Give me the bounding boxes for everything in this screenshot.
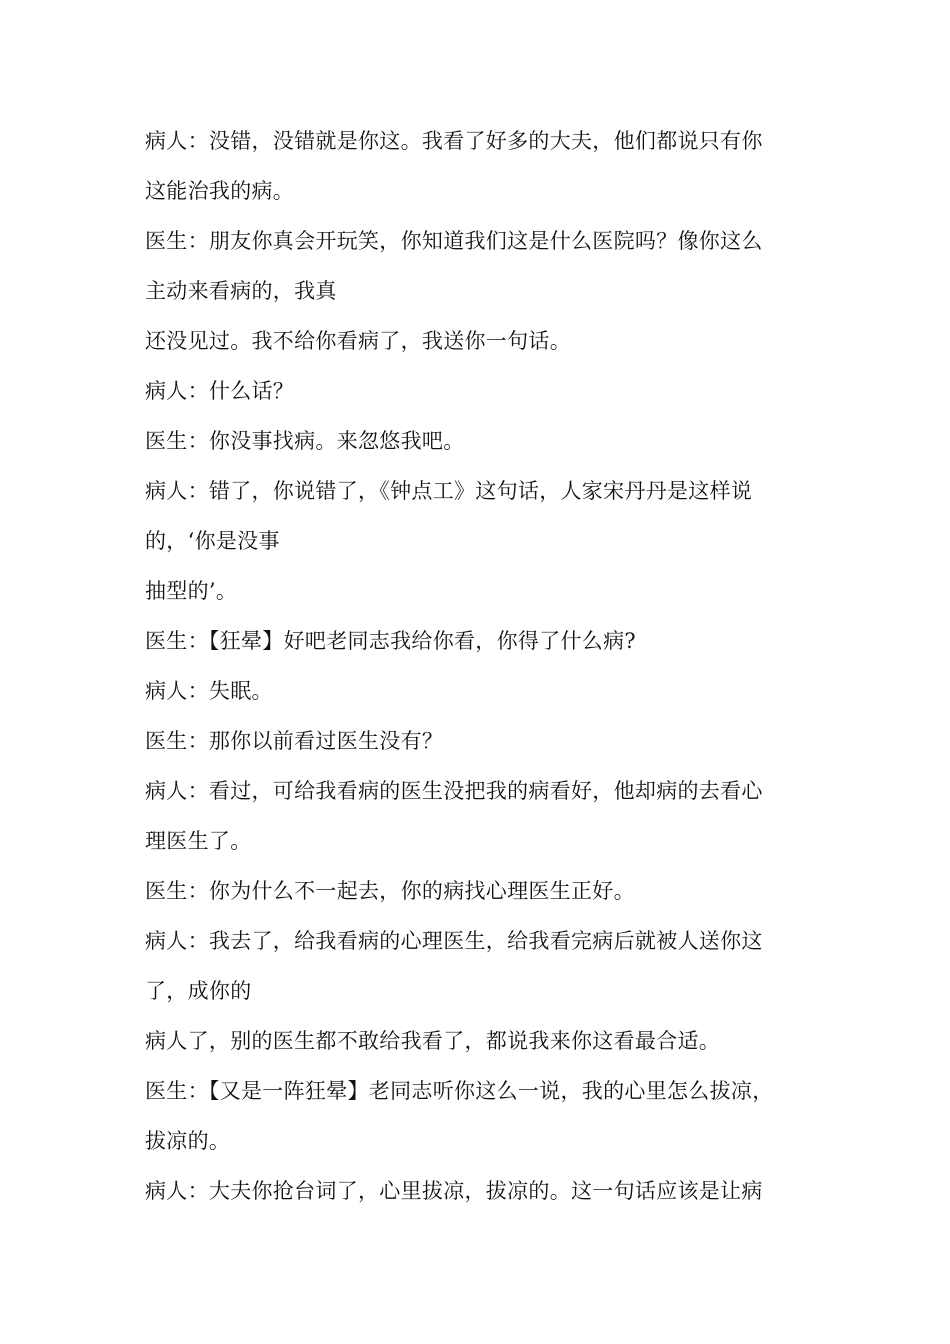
text-line: 医生：那你以前看过医生没有？ — [145, 729, 444, 753]
text-line: 主动来看病的，我真 — [145, 279, 337, 303]
text-line: 病人：什么话？ — [145, 379, 295, 403]
text-line: 医生：你没事找病。来忽悠我吧。 — [145, 429, 465, 453]
text-line: 病人：我去了，给我看病的心理医生，给我看完病后就被人送你这 — [145, 929, 763, 953]
text-line: 的，‘你是没事 — [145, 529, 280, 553]
text-line: 病人了，别的医生都不敢给我看了，都说我来你这看最合适。 — [145, 1029, 721, 1053]
text-line: 抽型的’。 — [145, 579, 238, 603]
text-line: 医生：【又是一阵狂晕】老同志听你这么一说，我的心里怎么拔凉， — [145, 1079, 774, 1103]
text-line: 这能治我的病。 — [145, 179, 295, 203]
text-line: 病人：错了，你说错了，《钟点工》这句话，人家宋丹丹是这样说 — [145, 479, 753, 503]
text-line: 拔凉的。 — [145, 1129, 231, 1153]
text-line: 医生：你为什么不一起去，你的病找心理医生正好。 — [145, 879, 635, 903]
text-line: 医生：朋友你真会开玩笑，你知道我们这是什么医院吗？像你这么 — [145, 229, 763, 253]
text-line: 了，成你的 — [145, 979, 252, 1003]
text-line: 医生：【狂晕】好吧老同志我给你看，你得了什么病? — [145, 629, 636, 653]
text-line: 病人：失眠。 — [145, 679, 273, 703]
text-line: 病人：大夫你抢台词了，心里拔凉，拔凉的。这一句话应该是让病 — [145, 1179, 763, 1203]
text-line: 病人：没错，没错就是你这。我看了好多的大夫，他们都说只有你 — [145, 129, 763, 153]
text-line: 还没见过。我不给你看病了，我送你一句话。 — [145, 329, 571, 353]
text-line: 病人：看过，可给我看病的医生没把我的病看好，他却病的去看心 — [145, 779, 763, 803]
text-line: 理医生了。 — [145, 829, 252, 853]
